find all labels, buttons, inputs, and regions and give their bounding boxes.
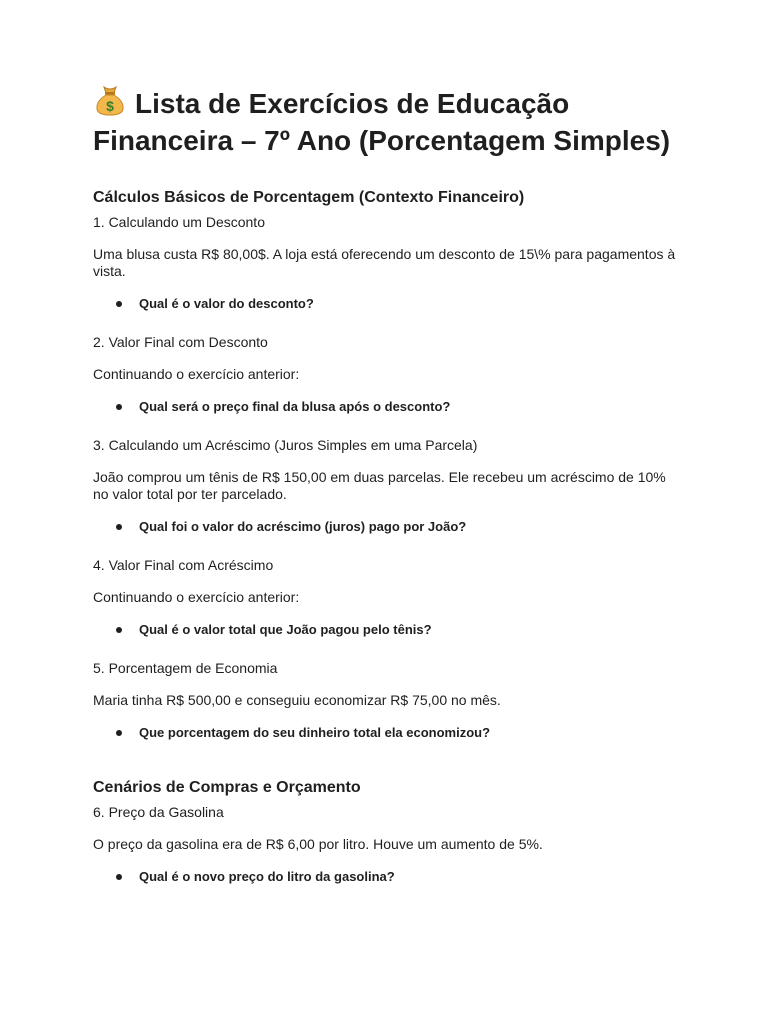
exercise-title: 3. Calculando um Acréscimo (Juros Simples em uma Parcela): [93, 437, 478, 453]
exercise-2: [93, 334, 683, 415]
question-text: Que porcentagem do seu dinheiro total ela economizou?: [139, 725, 491, 740]
question-list: [93, 621, 683, 638]
exercise-title: 4. Valor Final com Acréscimo: [93, 557, 274, 573]
question-item: [93, 621, 683, 638]
exercise-statement: João comprou um tênis de R$ 150,00 em duas parcelas. Ele recebeu um acréscimo de 10% no valor total por ter parcelado.: [93, 469, 666, 502]
section-heading: Cálculos Básicos de Porcentagem (Contexto Financeiro): [93, 189, 525, 206]
question-text: Qual é o novo preço do litro da gasolina?: [139, 869, 395, 884]
exercise-6: [93, 804, 683, 885]
exercise-title: 6. Preço da Gasolina: [93, 804, 224, 820]
question-list: [93, 398, 683, 415]
bullet-icon: [116, 874, 122, 880]
exercise-statement: Maria tinha R$ 500,00 e conseguiu economizar R$ 75,00 no mês.: [93, 692, 501, 708]
question-item: [93, 295, 683, 312]
exercise-1: [93, 214, 683, 312]
question-text: Qual é o valor do desconto?: [139, 296, 314, 311]
question-text: Qual foi o valor do acréscimo (juros) pago por João?: [139, 519, 467, 534]
exercise-5: [93, 660, 683, 741]
svg-text:$: $: [106, 98, 114, 114]
document-title: [93, 84, 683, 159]
exercise-title: 5. Porcentagem de Economia: [93, 660, 278, 676]
exercise-title: 1. Calculando um Desconto: [93, 214, 265, 230]
question-list: [93, 518, 683, 535]
question-text: Qual é o valor total que João pagou pelo tênis?: [139, 622, 432, 637]
bullet-icon: [116, 730, 122, 736]
question-list: [93, 868, 683, 885]
exercise-statement: Continuando o exercício anterior:: [93, 589, 300, 605]
question-text: Qual será o preço final da blusa após o desconto?: [139, 399, 451, 414]
exercise-statement: O preço da gasolina era de R$ 6,00 por litro. Houve um aumento de 5%.: [93, 836, 543, 852]
bullet-icon: [116, 301, 122, 307]
exercise-statement: Uma blusa custa R$ 80,00$. A loja está oferecendo um desconto de 15\% para pagamentos à vista.: [93, 246, 676, 279]
question-list: [93, 295, 683, 312]
title-text: Lista de Exercícios de Educação Financeira – 7º Ano (Porcentagem Simples): [93, 88, 671, 156]
bullet-icon: [116, 524, 122, 530]
bullet-icon: [116, 627, 122, 633]
question-item: [93, 868, 683, 885]
exercise-4: [93, 557, 683, 638]
question-item: [93, 518, 683, 535]
document-page: [93, 84, 683, 885]
bullet-icon: [116, 404, 122, 410]
exercise-title: 2. Valor Final com Desconto: [93, 334, 268, 350]
money-bag-icon: [93, 84, 127, 116]
exercise-3: [93, 437, 683, 535]
exercise-statement: Continuando o exercício anterior:: [93, 366, 300, 382]
question-list: [93, 724, 683, 741]
question-item: [93, 398, 683, 415]
question-item: [93, 724, 683, 741]
section-heading: Cenários de Compras e Orçamento: [93, 779, 361, 796]
